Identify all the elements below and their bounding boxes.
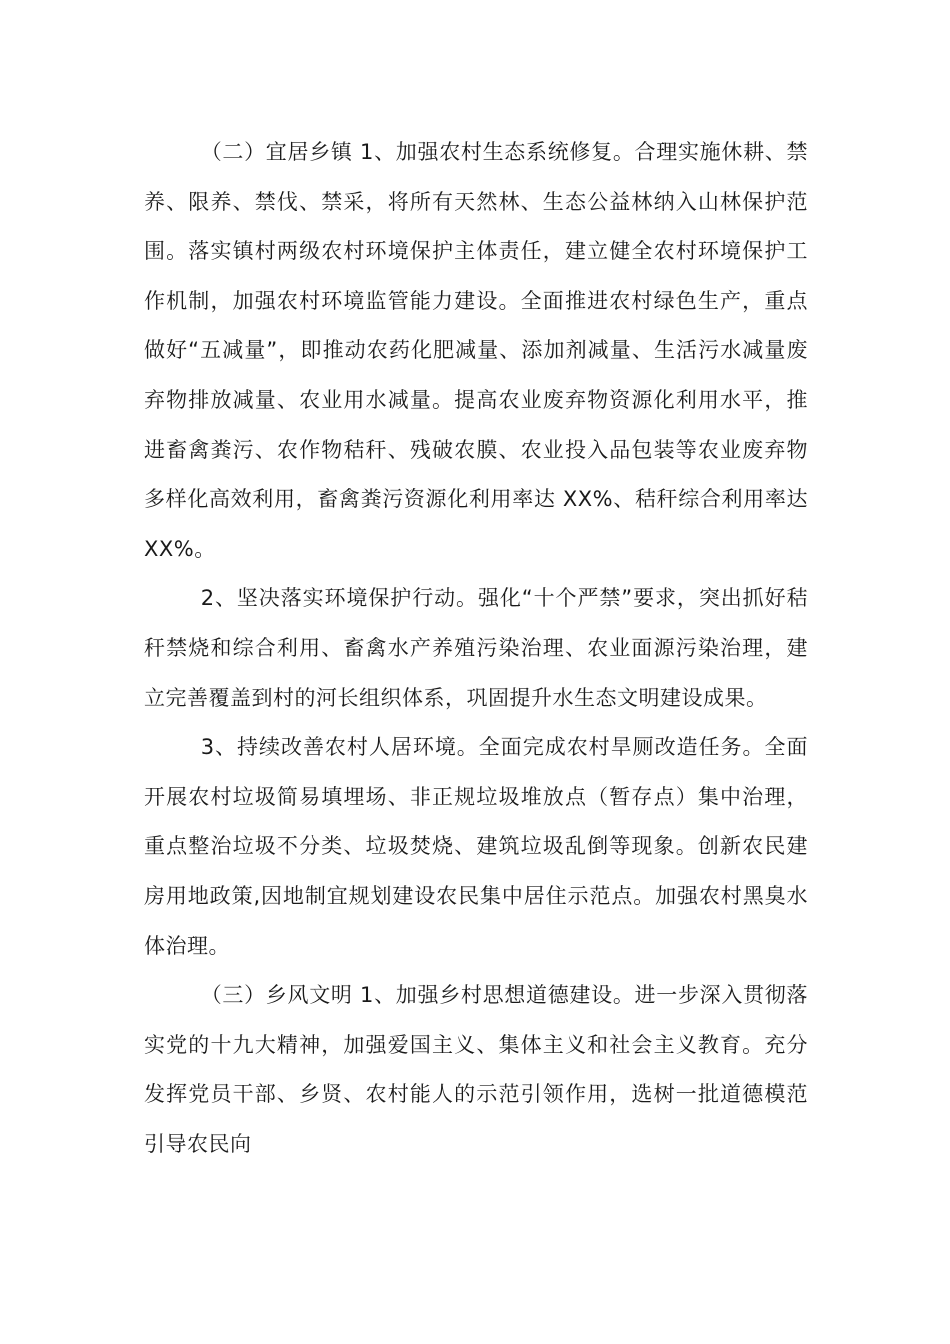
paragraph-livable-towns: （二）宜居乡镇 1、加强农村生态系统修复。合理实施休耕、禁养、限养、禁伐、禁采，将所有天然林、生态公益林纳入山林保护范围。落实镇村两级农村环境保护主体责任，建立健全农村环境保护工作机制，加强农村环境监管能力建设。全面推进农村绿色生产，重点做好“五减量”，即推动农药化肥减量、添加剂减量、生活污水减量废弃物排放减量、农业用水减量。提高农业废弃物资源化利用水平，推进畜禽粪污、农作物秸秆、残破农膜、农业投入品包装等农业废弃物多样化高效利用，畜禽粪污资源化利用率达 XX%、秸秆综合利用率达 XX%。 [144,140,808,561]
paragraph-living-environment: 3、持续改善农村人居环境。全面完成农村旱厕改造任务。全面开展农村垃圾简易填埋场、非正规垃圾堆放点（暂存点）集中治理，重点整治垃圾不分类、垃圾焚烧、建筑垃圾乱倒等现象。创新农民建房用地政策,因地制宜规划建设农民集中居住示范点。加强农村黑臭水体治理。 [144,735,808,958]
document-body [144,128,808,1169]
paragraph-rural-civilization: （三）乡风文明 1、加强乡村思想道德建设。进一步深入贯彻落实党的十九大精神，加强爱国主义、集体主义和社会主义教育。充分发挥党员干部、乡贤、农村能人的示范引领作用，选树一批道德模范引导农民向 [144,983,808,1156]
paragraph-environmental-protection: 2、坚决落实环境保护行动。强化“十个严禁”要求，突出抓好秸秆禁烧和综合利用、畜禽水产养殖污染治理、农业面源污染治理，建立完善覆盖到村的河长组织体系，巩固提升水生态文明建设成果。 [144,586,808,710]
